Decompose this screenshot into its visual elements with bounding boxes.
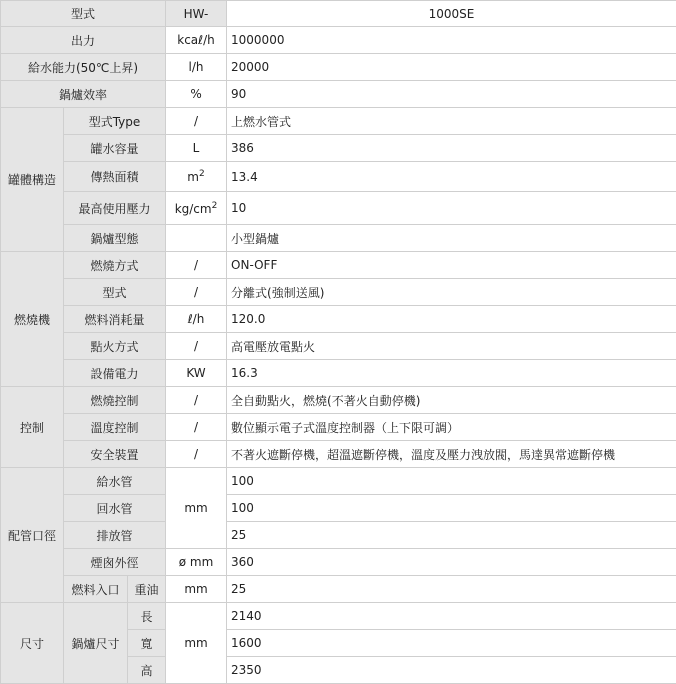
pipe-row: [1, 468, 676, 495]
row-unit: ℓ/h: [166, 306, 227, 333]
row-label: 最高使用壓力: [64, 192, 166, 225]
row-label: 點火方式: [64, 333, 166, 360]
row-sublabel: 重油: [128, 576, 166, 603]
efficiency-row: [1, 81, 676, 108]
water-supply-row: [1, 54, 676, 81]
row-unit: [166, 192, 227, 225]
row-label: 罐水容量: [64, 135, 166, 162]
row-value: 1000000: [227, 27, 676, 54]
header-row: [1, 1, 676, 27]
row-value: ON-OFF: [227, 252, 676, 279]
header-unit: HW-: [166, 1, 227, 27]
row-value: 25: [227, 576, 676, 603]
row-label: 出力: [1, 27, 166, 54]
pipe-row: [1, 522, 676, 549]
row-value: 16.3: [227, 360, 676, 387]
row-unit: KW: [166, 360, 227, 387]
group-label-control: 控制: [1, 387, 64, 468]
row-label: 燃料入口: [64, 576, 128, 603]
burner-row: [1, 360, 676, 387]
group-label-burner: 燃燒機: [1, 252, 64, 387]
row-unit: /: [166, 414, 227, 441]
row-value: 高電壓放電點火: [227, 333, 676, 360]
row-label: 給水管: [64, 468, 166, 495]
row-unit: /: [166, 387, 227, 414]
row-value: 全自動點火，燃燒(不著火自動停機): [227, 387, 676, 414]
unit-superscript: 2: [211, 200, 218, 211]
row-value: 數位顯示電子式溫度控制器（上下限可調）: [227, 414, 676, 441]
structure-type-row: [1, 108, 676, 135]
row-value: 360: [227, 549, 676, 576]
row-label: 溫度控制: [64, 414, 166, 441]
row-label: 排放管: [64, 522, 166, 549]
row-label: 煙囪外徑: [64, 549, 166, 576]
row-value: 100: [227, 468, 676, 495]
row-unit: /: [166, 279, 227, 306]
row-unit: mm: [166, 603, 227, 684]
row-value: 386: [227, 135, 676, 162]
row-unit: mm: [166, 468, 227, 549]
row-label: 型式Type: [64, 108, 166, 135]
dim-label: 寬: [128, 630, 166, 657]
burner-row: [1, 279, 676, 306]
control-row: [1, 414, 676, 441]
control-row: [1, 387, 676, 414]
structure-pressure-row: [1, 192, 676, 225]
group-label-structure: 罐體構造: [1, 108, 64, 252]
control-row: [1, 441, 676, 468]
row-unit: ø mm: [166, 549, 227, 576]
row-unit: L: [166, 135, 227, 162]
structure-capacity-row: [1, 135, 676, 162]
row-unit: mm: [166, 576, 227, 603]
row-value: 不著火遮斷停機，超溫遮斷停機，溫度及壓力洩放閥，馬達異常遮斷停機: [227, 441, 676, 468]
row-unit: [166, 162, 227, 192]
group-label-size: 尺寸: [1, 603, 64, 684]
row-value: 100: [227, 495, 676, 522]
row-unit: /: [166, 108, 227, 135]
row-value: 1600: [227, 630, 676, 657]
row-value: 25: [227, 522, 676, 549]
header-model: 1000SE: [227, 1, 676, 27]
size-row: [1, 603, 676, 630]
group-label-piping: 配管口徑: [1, 468, 64, 603]
row-value: 90: [227, 81, 676, 108]
row-label: 燃燒方式: [64, 252, 166, 279]
row-label: 傳熱面積: [64, 162, 166, 192]
unit-base: m: [187, 170, 199, 184]
unit-superscript: 2: [199, 169, 205, 179]
row-label: 給水能力(50℃上昇): [1, 54, 166, 81]
row-label: 燃燒控制: [64, 387, 166, 414]
row-label: 回水管: [64, 495, 166, 522]
row-value: 20000: [227, 54, 676, 81]
row-label: 燃料消耗量: [64, 306, 166, 333]
row-label: 設備電力: [64, 360, 166, 387]
row-value: 13.4: [227, 162, 676, 192]
unit-base: kg/cm: [174, 201, 212, 216]
burner-row: [1, 306, 676, 333]
chimney-row: [1, 549, 676, 576]
burner-row: [1, 252, 676, 279]
row-label: 鍋爐效率: [1, 81, 166, 108]
row-unit: %: [166, 81, 227, 108]
row-value: 10: [227, 192, 676, 225]
fuel-inlet-row: [1, 576, 676, 603]
size-label: 鍋爐尺寸: [64, 603, 128, 684]
pipe-row: [1, 495, 676, 522]
row-value: 分離式(強制送風): [227, 279, 676, 306]
structure-form-row: [1, 225, 676, 252]
burner-row: [1, 333, 676, 360]
row-unit: /: [166, 441, 227, 468]
row-label: 型式: [64, 279, 166, 306]
row-unit: kcaℓ/h: [166, 27, 227, 54]
row-value: 上燃水管式: [227, 108, 676, 135]
row-label: 安全裝置: [64, 441, 166, 468]
row-unit: l/h: [166, 54, 227, 81]
output-row: [1, 27, 676, 54]
header-label: 型式: [1, 1, 166, 27]
row-value: 小型鍋爐: [227, 225, 676, 252]
row-unit: /: [166, 252, 227, 279]
row-label: 鍋爐型態: [64, 225, 166, 252]
row-unit: /: [166, 333, 227, 360]
row-value: 2140: [227, 603, 676, 630]
row-unit: [166, 225, 227, 252]
dim-label: 高: [128, 657, 166, 684]
dim-label: 長: [128, 603, 166, 630]
structure-area-row: [1, 162, 676, 192]
row-value: 120.0: [227, 306, 676, 333]
row-value: 2350: [227, 657, 676, 684]
